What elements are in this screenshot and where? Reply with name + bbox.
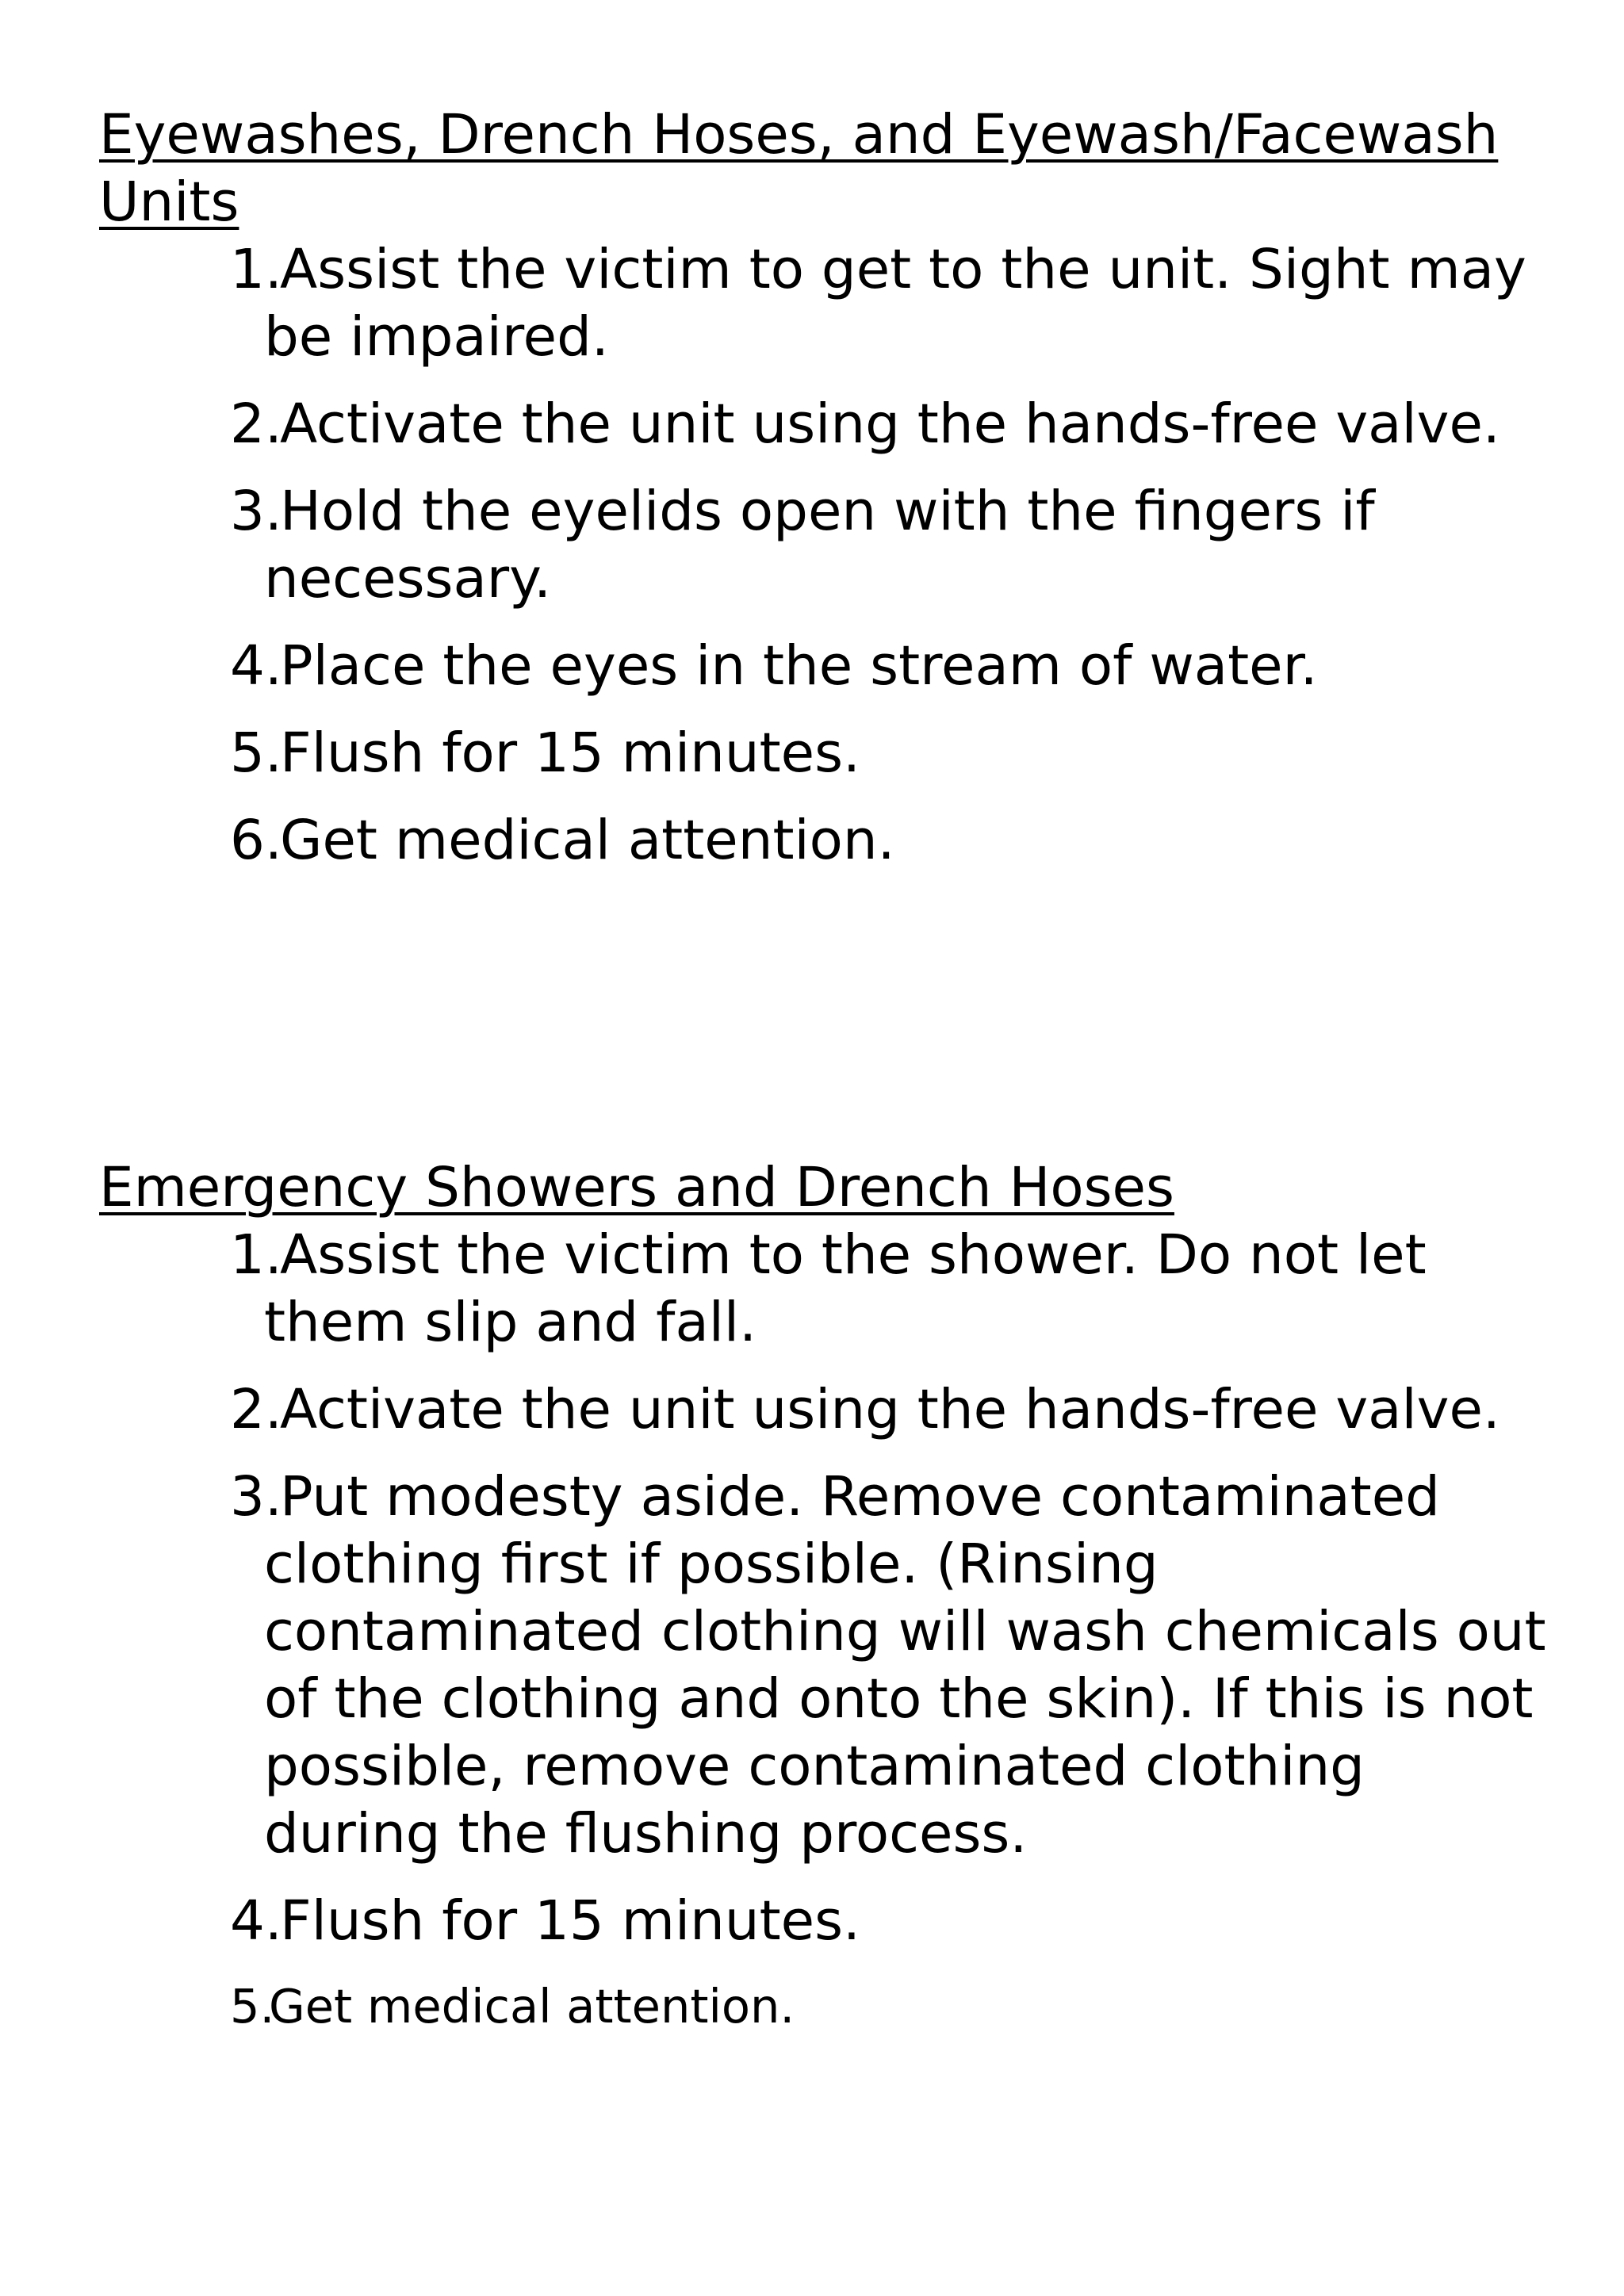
step-number: 5. [230, 1979, 275, 2034]
step-text: Place the eyes in the stream of water. [280, 634, 1318, 698]
step-text: Hold the eyelids open with the fingers if necessary. [264, 480, 1375, 610]
step-number: 6. [230, 809, 282, 872]
list-item [99, 1888, 1550, 1955]
list-item [99, 391, 1550, 458]
step-text: Flush for 15 minutes. [280, 1889, 860, 1953]
list-item [99, 478, 1550, 613]
eyewash-heading: Eyewashes, Drench Hoses, and Eyewash/Facewash Units [99, 103, 1499, 234]
step-text: Activate the unit using the hands-free valve. [280, 1378, 1500, 1441]
eyewash-steps-list [99, 236, 1550, 874]
list-item [99, 236, 1550, 371]
step-text: Activate the unit using the hands-free valve. [280, 392, 1500, 456]
step-number: 4. [230, 634, 282, 698]
list-item [99, 720, 1550, 787]
list-item [99, 807, 1550, 874]
step-number: 4. [230, 1889, 282, 1953]
step-text: Assist the victim to the shower. Do not let them slip and fall. [264, 1223, 1427, 1354]
step-number: 5. [230, 721, 282, 785]
step-number: 1. [230, 238, 282, 301]
shower-steps-list [99, 1222, 1550, 2038]
list-item [99, 633, 1550, 700]
step-number: 2. [230, 392, 282, 456]
shower-section [99, 1154, 1550, 2058]
step-text: Flush for 15 minutes. [280, 721, 860, 785]
step-text: Assist the victim to get to the unit. Sight may be impaired. [264, 238, 1526, 369]
step-number: 1. [230, 1223, 282, 1287]
list-item [99, 1464, 1550, 1868]
list-item [99, 1376, 1550, 1444]
step-number: 3. [230, 480, 282, 543]
step-number: 3. [230, 1465, 282, 1529]
step-number: 2. [230, 1378, 282, 1441]
step-text: Get medical attention. [269, 1979, 795, 2034]
step-text: Put modesty aside. Remove contaminated clothing first if possible. (Rinsing contaminated clothing will wash chemicals out of the clothing and onto the skin). If this is not possible, remove contaminated clothing during the flushing process. [264, 1465, 1546, 1866]
list-item [99, 1222, 1550, 1357]
step-text: Get medical attention. [280, 809, 895, 872]
eyewash-section [99, 101, 1550, 894]
shower-heading: Emergency Showers and Drench Hoses [99, 1156, 1174, 1219]
list-item [99, 1975, 1550, 2038]
